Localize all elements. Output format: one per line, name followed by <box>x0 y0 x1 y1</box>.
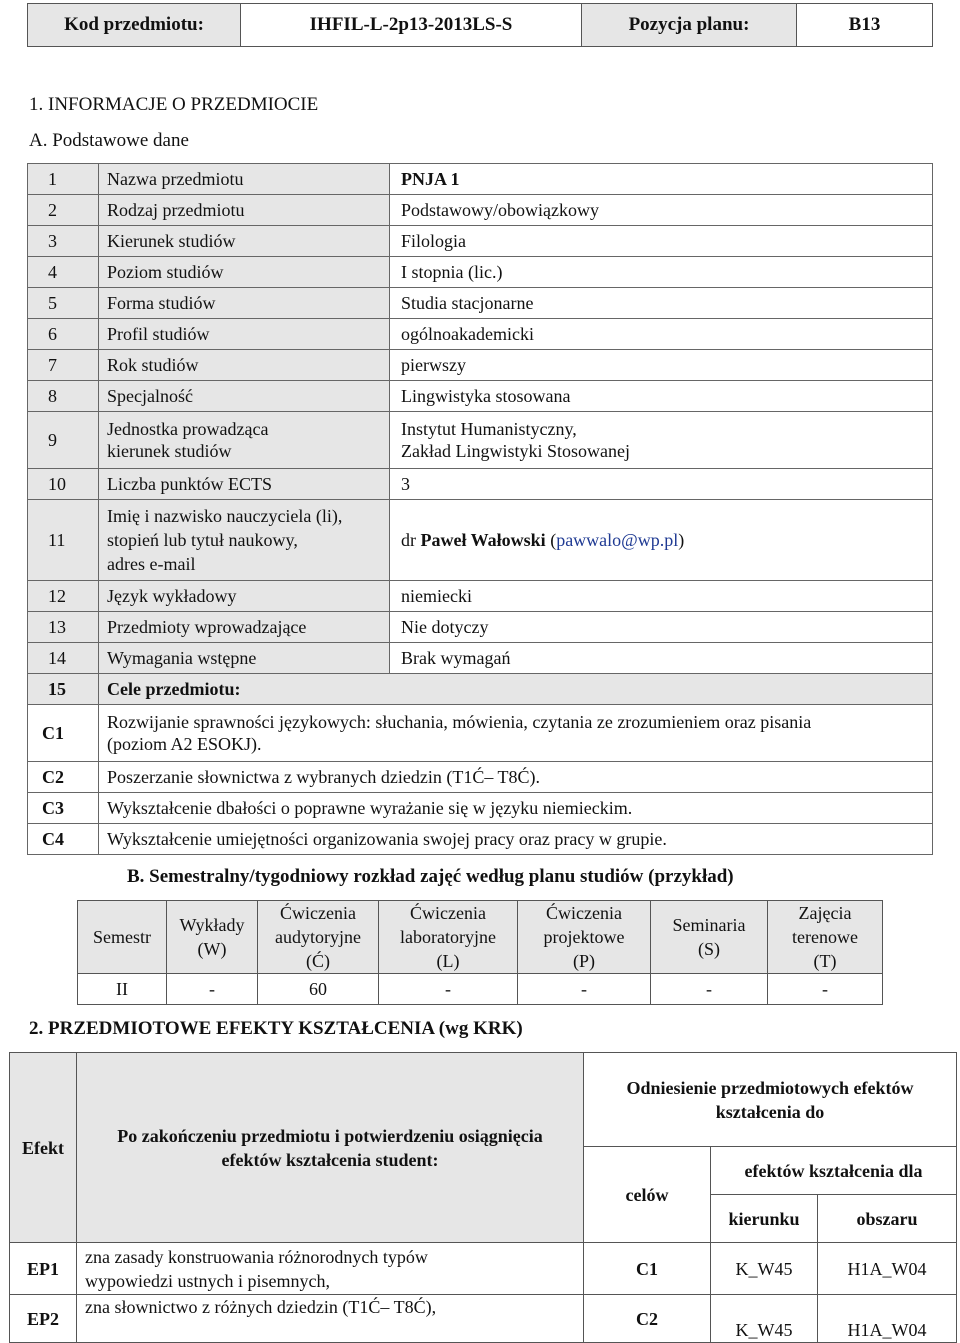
learning-effects-table <box>9 1052 957 1343</box>
row-label <box>99 412 390 469</box>
effect-code: EP1 <box>10 1243 77 1295</box>
goals-title: Cele przedmiotu: <box>99 674 933 705</box>
row-label <box>99 500 390 581</box>
schedule-cell: 60 <box>258 974 379 1005</box>
goal-text: Wykształcenie umiejętności organizowania swojej pracy oraz pracy w grupie. <box>99 824 933 855</box>
label-line: adres e-mail <box>107 554 196 574</box>
schedule-cell: - <box>518 974 651 1005</box>
header-line: Odniesienie przedmiotowych efektów <box>626 1077 914 1098</box>
basic-data-table <box>27 163 933 855</box>
goal-code: C4 <box>28 824 99 855</box>
row-number: 13 <box>28 612 99 643</box>
row-value: Lingwistyka stosowana <box>390 381 933 412</box>
header-line: efektów kształcenia student: <box>221 1149 439 1170</box>
goal-code: C2 <box>28 762 99 793</box>
table-row <box>28 288 933 319</box>
header-seminars <box>651 901 768 974</box>
course-code-label: Kod przedmiotu: <box>28 4 241 47</box>
table-row <box>28 226 933 257</box>
section-2-title: 2. PRZEDMIOTOWE EFEKTY KSZTAŁCENIA (wg KRK) <box>29 1018 523 1039</box>
goal-row <box>28 762 933 793</box>
paren-open: ( <box>545 530 557 550</box>
row-label: Przedmioty wprowadzające <box>99 612 390 643</box>
effect-text <box>77 1243 584 1295</box>
effect-code: EP2 <box>10 1295 77 1343</box>
header-laboratory <box>379 901 518 974</box>
teacher-title: dr <box>401 530 421 550</box>
value-line: Instytut Humanistyczny, <box>401 419 577 439</box>
header-semester: Semestr <box>78 901 167 974</box>
header-line: audytoryjne <box>275 927 361 947</box>
effect-field: K_W45 <box>711 1243 818 1295</box>
effect-row <box>10 1243 957 1295</box>
header-line: (W) <box>197 939 227 959</box>
header-goals: celów <box>584 1147 711 1243</box>
header-effects-for: efektów kształcenia dla <box>711 1147 957 1195</box>
header-effect: Efekt <box>10 1053 77 1243</box>
header-line: Ćwiczenia <box>546 903 622 923</box>
effect-area: H1A_W04 <box>818 1243 957 1295</box>
header-reference <box>584 1053 957 1147</box>
header-line: Ćwiczenia <box>410 903 486 923</box>
header-fieldwork <box>768 901 883 974</box>
table-row <box>28 319 933 350</box>
header-field: kierunku <box>711 1195 818 1243</box>
header-line: Wykłady <box>179 915 245 935</box>
label-line: Imię i nazwisko nauczyciela (li), <box>107 506 343 526</box>
row-value: niemiecki <box>390 581 933 612</box>
row-number: 7 <box>28 350 99 381</box>
value-line: Zakład Lingwistyki Stosowanej <box>401 441 630 461</box>
header-line: laboratoryjne <box>400 927 496 947</box>
table-row <box>28 164 933 195</box>
row-label: Forma studiów <box>99 288 390 319</box>
row-value: Nie dotyczy <box>390 612 933 643</box>
header-line: terenowe <box>792 927 858 947</box>
label-line: kierunek studiów <box>107 441 232 461</box>
row-number: 1 <box>28 164 99 195</box>
row-value: Brak wymagań <box>390 643 933 674</box>
table-row <box>28 257 933 288</box>
row-value: pierwszy <box>390 350 933 381</box>
table-row <box>28 350 933 381</box>
row-number: 3 <box>28 226 99 257</box>
row-number: 4 <box>28 257 99 288</box>
goal-row <box>28 793 933 824</box>
table-row <box>28 412 933 469</box>
effects-header-row <box>10 1053 957 1147</box>
schedule-cell: - <box>167 974 258 1005</box>
header-project <box>518 901 651 974</box>
section-a-title: A. Podstawowe dane <box>29 130 189 151</box>
row-number: 6 <box>28 319 99 350</box>
label-line: stopień lub tytuł naukowy, <box>107 530 298 550</box>
effect-line: wypowiedzi ustnych i pisemnych, <box>85 1270 330 1291</box>
row-number: 8 <box>28 381 99 412</box>
header-line: Zajęcia <box>798 903 852 923</box>
row-number: 12 <box>28 581 99 612</box>
table-row <box>28 612 933 643</box>
header-line: kształcenia do <box>715 1101 825 1122</box>
table-row <box>28 381 933 412</box>
table-row <box>28 643 933 674</box>
label-line: Jednostka prowadząca <box>107 419 269 439</box>
row-label: Poziom studiów <box>99 257 390 288</box>
goal-text: Poszerzanie słownictwa z wybranych dziedzin (T1Ć– T8Ć). <box>99 762 933 793</box>
table-row <box>28 581 933 612</box>
goal-line: Rozwijanie sprawności językowych: słuchania, mówienia, czytania ze zrozumieniem oraz pisania <box>107 712 812 732</box>
goal-text: Wykształcenie dbałości o poprawne wyrażanie się w języku niemieckim. <box>99 793 933 824</box>
header-lectures <box>167 901 258 974</box>
row-number: 14 <box>28 643 99 674</box>
header-line: Ćwiczenia <box>280 903 356 923</box>
schedule-cell: - <box>768 974 883 1005</box>
row-number: 11 <box>28 500 99 581</box>
schedule-data-row <box>78 974 883 1005</box>
row-number: 15 <box>28 674 99 705</box>
header-line: (T) <box>813 951 837 971</box>
goal-text <box>99 705 933 762</box>
effect-line: zna zasady konstruowania różnorodnych typów <box>85 1246 428 1267</box>
header-description <box>77 1053 584 1243</box>
table-row <box>28 195 933 226</box>
row-label: Liczba punktów ECTS <box>99 469 390 500</box>
effect-goal: C1 <box>584 1243 711 1295</box>
effect-goal: C2 <box>584 1295 711 1343</box>
header-table <box>27 3 933 47</box>
row-value: Podstawowy/obowiązkowy <box>390 195 933 226</box>
plan-position-label: Pozycja planu: <box>582 4 797 47</box>
teacher-email-link[interactable]: pawwalo@wp.pl <box>556 530 679 550</box>
effect-area: H1A_W04 <box>818 1295 957 1343</box>
row-value <box>390 412 933 469</box>
schedule-cell: - <box>651 974 768 1005</box>
row-number: 10 <box>28 469 99 500</box>
goal-row <box>28 705 933 762</box>
row-label: Profil studiów <box>99 319 390 350</box>
row-value: ogólnoakademicki <box>390 319 933 350</box>
effect-text: zna słownictwo z różnych dziedzin (T1Ć– T8Ć), <box>77 1295 584 1343</box>
row-value: Studia stacjonarne <box>390 288 933 319</box>
row-label: Nazwa przedmiotu <box>99 164 390 195</box>
header-line: (L) <box>436 951 460 971</box>
row-label: Wymagania wstępne <box>99 643 390 674</box>
header-line: projektowe <box>543 927 625 947</box>
schedule-table <box>77 900 883 1005</box>
teacher-name: Paweł Wałowski <box>420 530 546 550</box>
plan-position-value: B13 <box>797 4 933 47</box>
course-code-value: IHFIL-L-2p13-2013LS-S <box>241 4 582 47</box>
header-line: (Ć) <box>306 951 330 971</box>
goal-line: (poziom A2 ESOKJ). <box>107 734 262 754</box>
row-value: 3 <box>390 469 933 500</box>
header-line: (S) <box>698 939 720 959</box>
table-row <box>28 469 933 500</box>
header-area: obszaru <box>818 1195 957 1243</box>
header-line: (P) <box>573 951 595 971</box>
row-value: Filologia <box>390 226 933 257</box>
row-label: Specjalność <box>99 381 390 412</box>
goals-header-row <box>28 674 933 705</box>
row-label: Rodzaj przedmiotu <box>99 195 390 226</box>
table-row <box>28 500 933 581</box>
teacher-value <box>390 500 933 581</box>
header-line: Seminaria <box>672 915 746 935</box>
row-label: Rok studiów <box>99 350 390 381</box>
schedule-cell: - <box>379 974 518 1005</box>
section-b-title: B. Semestralny/tygodniowy rozkład zajęć według planu studiów (przykład) <box>127 866 734 887</box>
goal-code: C3 <box>28 793 99 824</box>
course-name-value: PNJA 1 <box>390 164 933 195</box>
header-line: Po zakończeniu przedmiotu i potwierdzeniu osiągnięcia <box>117 1125 543 1146</box>
row-value: I stopnia (lic.) <box>390 257 933 288</box>
goal-row <box>28 824 933 855</box>
effect-row <box>10 1295 957 1343</box>
section-1-title: 1. INFORMACJE O PRZEDMIOCIE <box>29 94 319 115</box>
schedule-cell: II <box>78 974 167 1005</box>
paren-close: ) <box>678 530 685 550</box>
effect-field: K_W45 <box>711 1295 818 1343</box>
row-number: 5 <box>28 288 99 319</box>
header-auditory <box>258 901 379 974</box>
row-label: Język wykładowy <box>99 581 390 612</box>
row-number: 2 <box>28 195 99 226</box>
row-label: Kierunek studiów <box>99 226 390 257</box>
goal-code: C1 <box>28 705 99 762</box>
schedule-header-row <box>78 901 883 974</box>
row-number: 9 <box>28 412 99 469</box>
